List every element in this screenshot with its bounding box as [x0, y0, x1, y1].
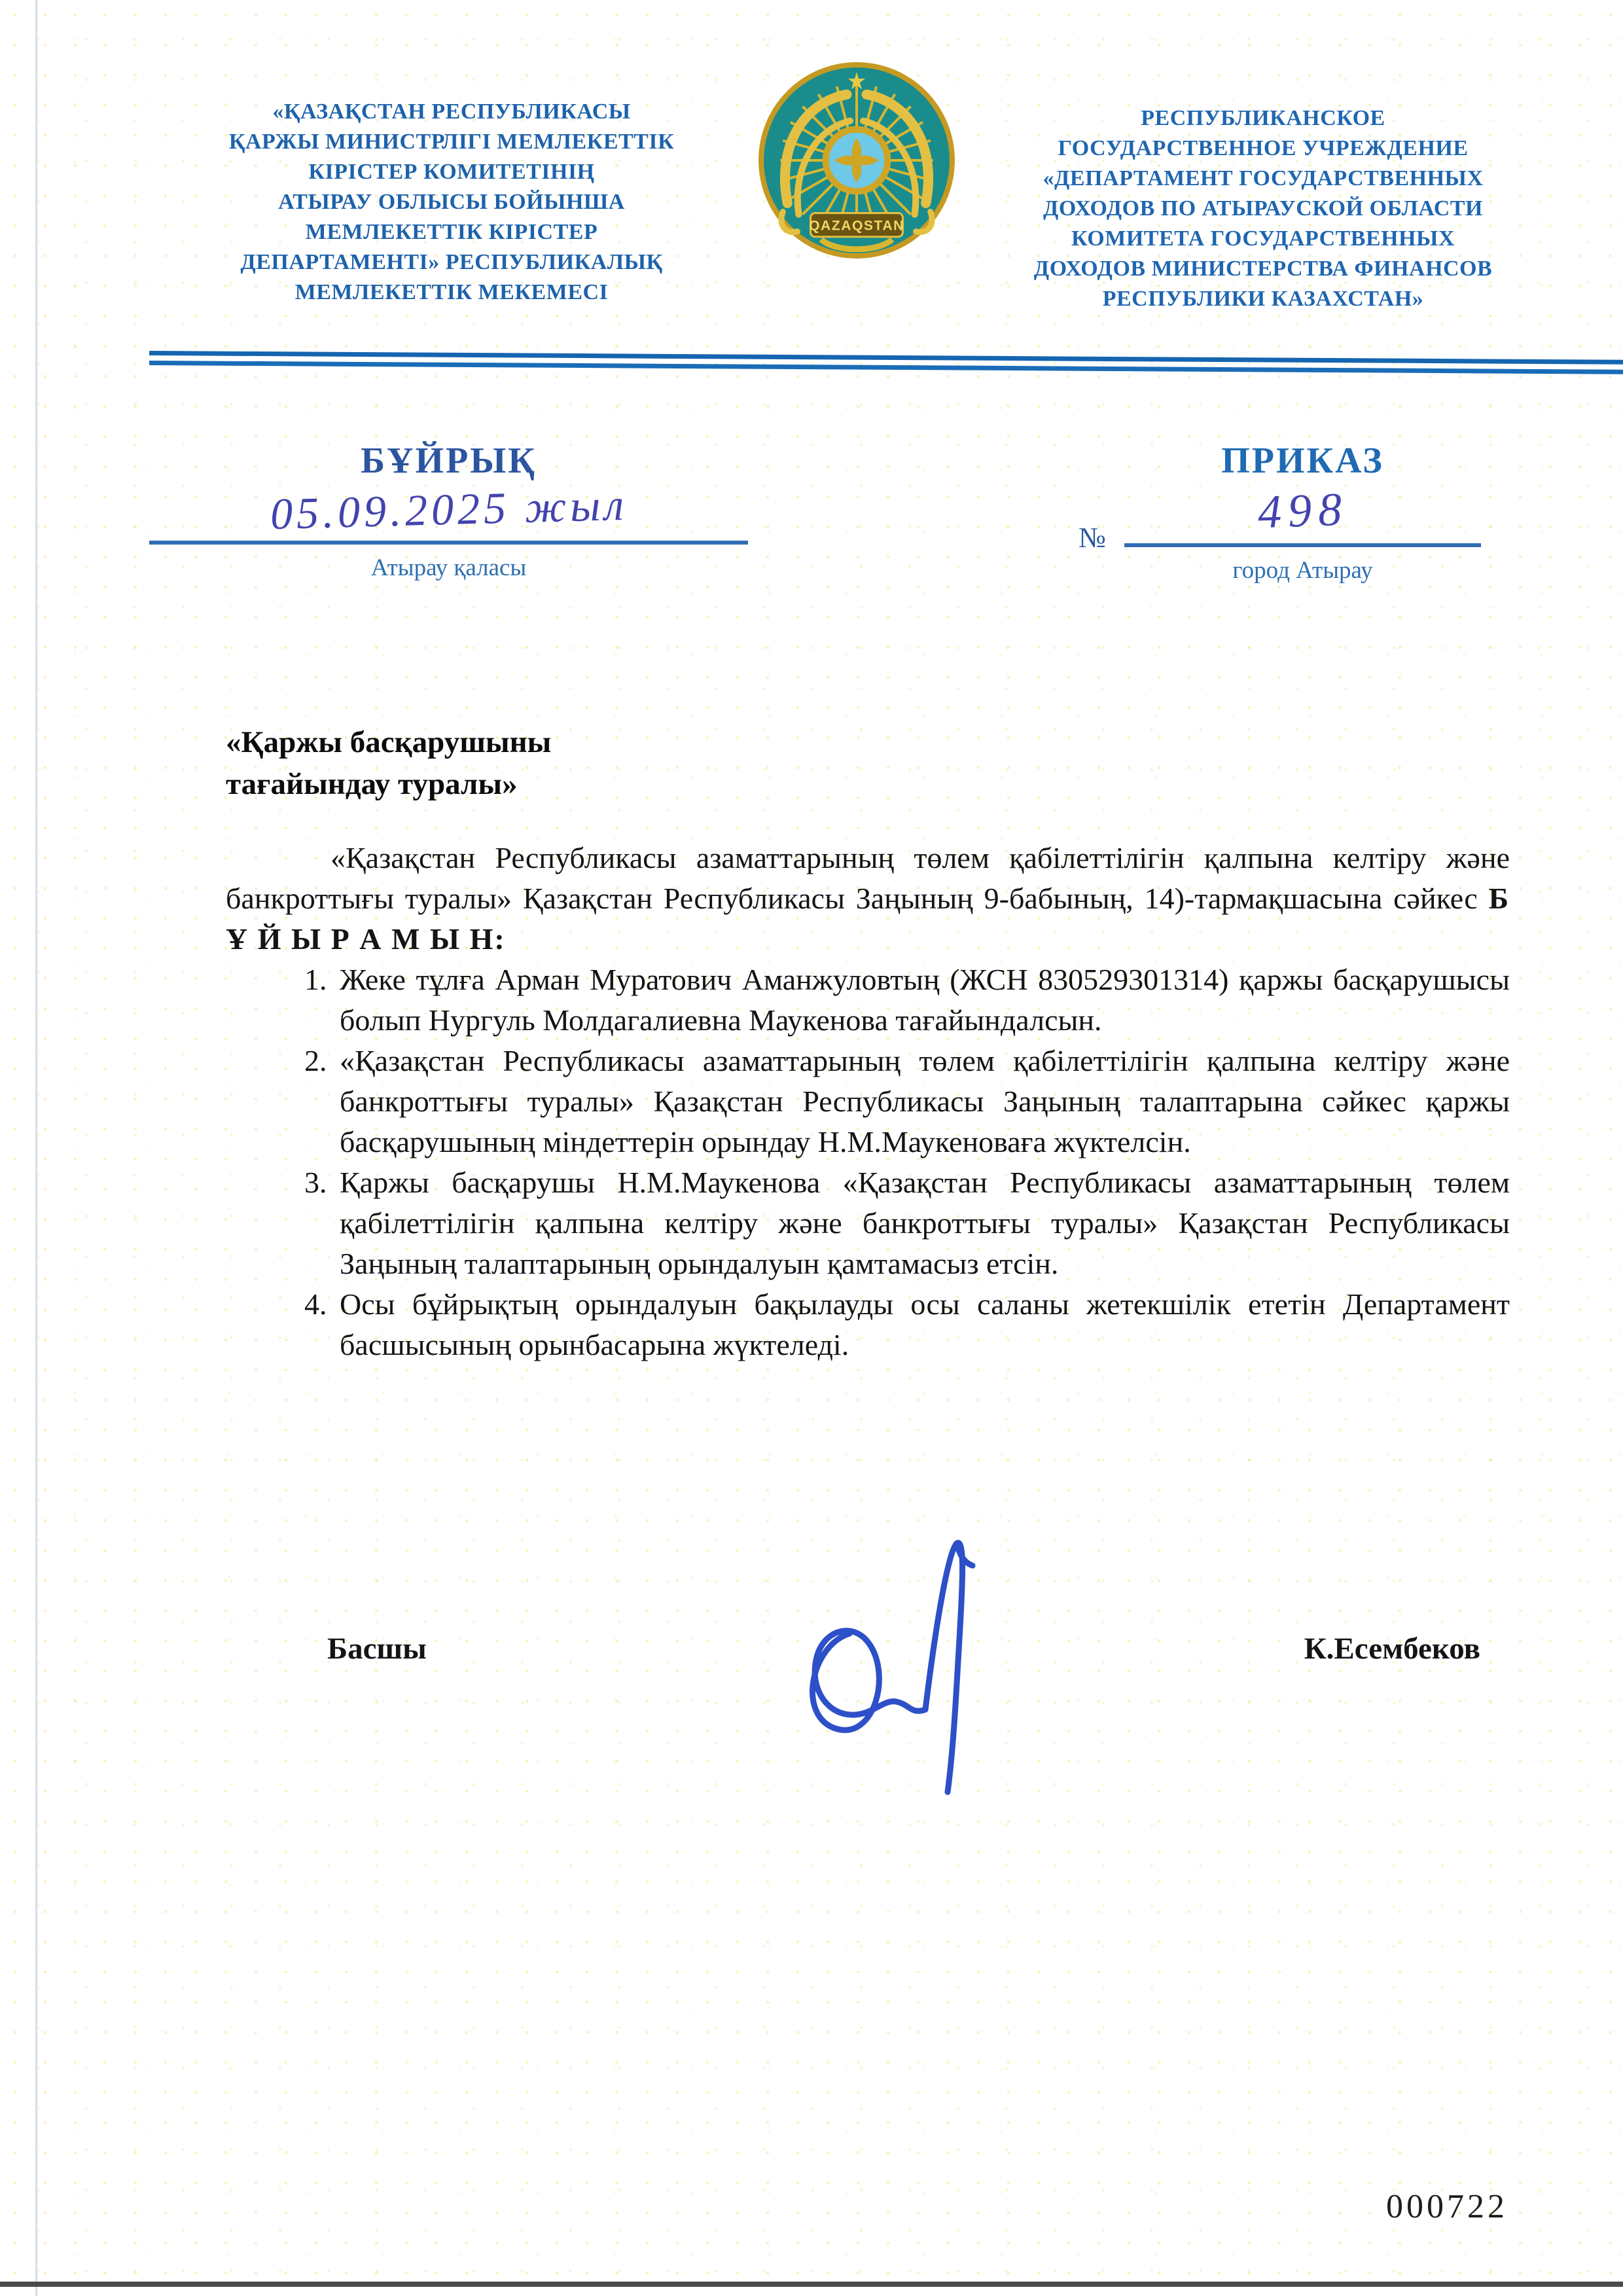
org-line: «ДЕПАРТАМЕНТ ГОСУДАРСТВЕННЫХ	[1043, 166, 1484, 190]
city-label-russian: город Атырау	[1232, 557, 1373, 584]
header-double-rule	[149, 351, 1623, 374]
org-line: МЕМЛЕКЕТТІК КІРІСТЕР	[305, 220, 598, 244]
intro-paragraph	[226, 838, 1510, 960]
subject-line: тағайындау туралы»	[226, 767, 518, 801]
org-line: КІРІСТЕР КОМИТЕТІНІҢ	[308, 160, 595, 184]
form-stamp-number: 000722	[1386, 2188, 1508, 2225]
order-number-block	[1124, 482, 1481, 584]
intro-text: «Қазақстан Республикасы азаматтарының төлем қабілеттілігін қалпына келтіру және банкроттығы туралы» Қазақстан Республикасы Заңының 9-бабының, 14)-тармақшасына сәйкес	[226, 841, 1510, 915]
org-line: КОМИТЕТА ГОСУДАРСТВЕННЫХ	[1071, 226, 1455, 251]
order-title-kazakh: БҰЙРЫҚ	[361, 440, 537, 481]
org-line: ГОСУДАРСТВЕННОЕ УЧРЕЖДЕНИЕ	[1058, 136, 1469, 160]
order-item-4: 4. Осы бұйрықтың орындалуын бақылауды осы саланы жетекшілік ететін Департамент басшысының орынбасарына жүктеледі.	[334, 1284, 1510, 1365]
org-line: ҚАРЖЫ МИНИСТРЛІГІ МЕМЛЕКЕТТІК	[228, 130, 675, 154]
handwritten-date: 05.09.2025 жыл	[269, 479, 628, 539]
org-line: МЕМЛЕКЕТТІК МЕКЕМЕСІ	[294, 280, 609, 304]
number-underline	[1124, 543, 1481, 547]
emblem-banner-text: QAZAQSTAN	[809, 218, 904, 234]
signer-name: К.Есембеков	[1304, 1632, 1480, 1666]
order-title-russian: ПРИКАЗ	[1221, 440, 1384, 481]
kazakhstan-emblem	[758, 62, 955, 259]
order-item-3: 3. Қаржы басқарушы Н.М.Маукенова «Қазақстан Республикасы азаматтарының төлем қабілеттілігін қалпына келтіру және банкроттығы туралы» Қазақстан Республикасы Заңының талаптарының орындалуын қамтамасыз етсін.	[334, 1162, 1510, 1284]
resolve-word: Б Ұ Й Ы Р А М Ы Н:	[226, 882, 1510, 956]
date-underline	[149, 541, 748, 545]
org-line: РЕСПУБЛИКИ КАЗАХСТАН»	[1102, 287, 1424, 311]
org-line: ДОХОДОВ ПО АТЫРАУСКОЙ ОБЛАСТИ	[1043, 196, 1483, 221]
order-date-block	[149, 479, 748, 582]
order-body	[226, 838, 1510, 1365]
org-line: ДОХОДОВ МИНИСТЕРСТВА ФИНАНСОВ	[1033, 257, 1493, 281]
org-name-russian	[962, 103, 1564, 314]
org-line: ДЕПАРТАМЕНТІ» РЕСПУБЛИКАЛЫҚ	[240, 250, 663, 274]
handwritten-signature	[766, 1517, 1001, 1805]
org-line: РЕСПУБЛИКАНСКОЕ	[1141, 106, 1385, 130]
order-item-1: 1. Жеке тұлға Арман Муратович Аманжуловтың (ЖСН 830529301314) қаржы басқарушысы болып Нургуль Молдагалиевна Маукенова тағайындалсын.	[334, 960, 1510, 1041]
scan-edge-bottom	[0, 2282, 1623, 2287]
order-items	[226, 960, 1510, 1365]
handwritten-order-number: 498	[1257, 482, 1349, 539]
org-name-kazakh	[157, 97, 746, 308]
org-line: АТЫРАУ ОБЛЫСЫ БОЙЫНША	[278, 190, 625, 214]
city-label-kazakh: Атырау қаласы	[370, 554, 527, 581]
number-sign: №	[1079, 522, 1106, 554]
org-line: «ҚАЗАҚСТАН РЕСПУБЛИКАСЫ	[272, 99, 631, 124]
signer-position: Басшы	[327, 1632, 427, 1666]
order-item-2: 2. «Қазақстан Республикасы азаматтарының төлем қабілеттілігін қалпына келтіру және банкроттығы туралы» Қазақстан Республикасы Заңының талаптарына сәйкес қаржы басқарушының міндеттерін орындау Н.М.Маукеноваға жүктелсін.	[334, 1041, 1510, 1162]
order-subject	[226, 721, 1011, 805]
subject-line: «Қаржы басқарушыны	[226, 725, 552, 759]
scan-edge-left	[35, 0, 37, 2296]
